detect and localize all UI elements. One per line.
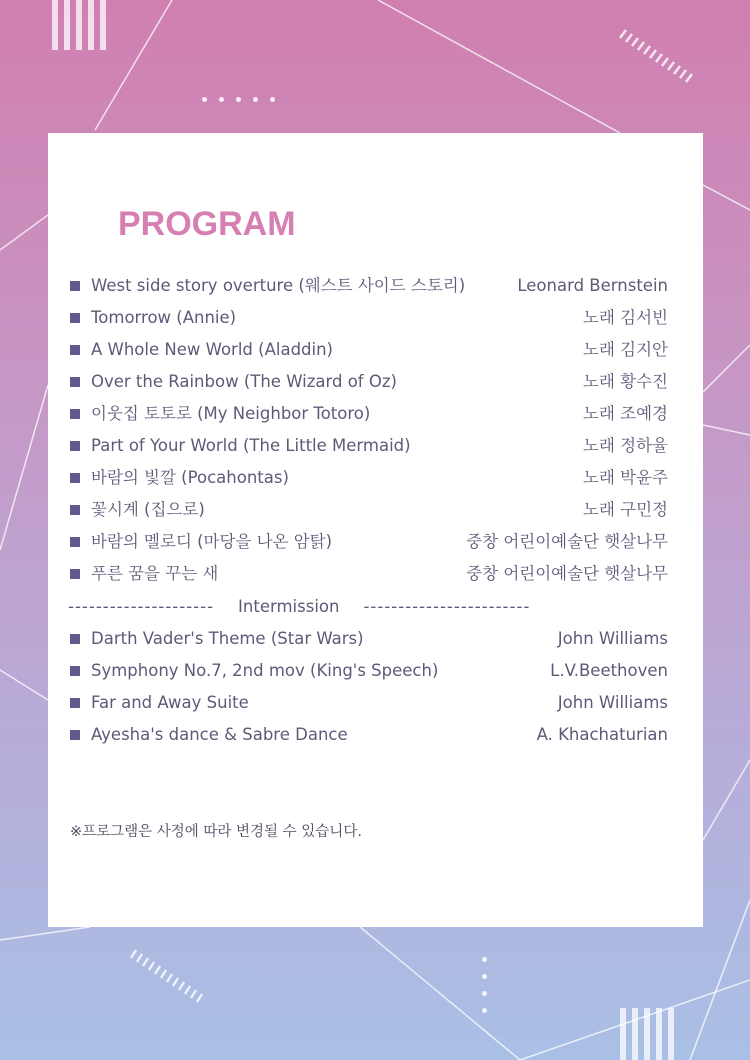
piece-title: Darth Vader's Theme (Star Wars) — [91, 629, 364, 648]
performer: Leonard Bernstein — [517, 276, 668, 295]
performer: 중창 어린이예술단 햇살나무 — [466, 564, 668, 583]
piece-title: Ayesha's dance & Sabre Dance — [91, 725, 348, 744]
program-item — [70, 306, 668, 330]
bullet-square-icon — [70, 377, 80, 387]
program-card — [48, 133, 703, 927]
performer: 중창 어린이예술단 햇살나무 — [466, 532, 668, 551]
bullet-square-icon — [70, 569, 80, 579]
top-left-bars-decoration — [52, 0, 106, 50]
program-item — [70, 370, 668, 394]
bottom-dots-decoration — [482, 957, 487, 1013]
piece-title: 바람의 멜로디 (마당을 나온 암탉) — [91, 532, 333, 551]
page-title: PROGRAM — [118, 205, 296, 243]
performer: 노래 조예경 — [583, 404, 668, 423]
piece-title: Over the Rainbow (The Wizard of Oz) — [91, 372, 397, 391]
performer: 노래 김지안 — [583, 340, 668, 359]
bullet-square-icon — [70, 473, 80, 483]
performer: 노래 김서빈 — [583, 308, 668, 327]
performer: 노래 정하율 — [583, 436, 668, 455]
divider-dashes-left: --------------------- — [68, 597, 215, 616]
program-item — [70, 691, 668, 715]
piece-title: 이웃집 토토로 (My Neighbor Totoro) — [91, 404, 371, 423]
divider-dashes-right: ------------------------ — [363, 597, 531, 616]
bottom-right-bars-decoration — [620, 1008, 674, 1060]
bullet-square-icon — [70, 281, 80, 291]
intermission-label: Intermission — [238, 597, 340, 616]
program-item — [70, 466, 668, 490]
bullet-square-icon — [70, 409, 80, 419]
program-item — [70, 338, 668, 362]
program-item — [70, 723, 668, 747]
piece-title: 바람의 빛깔 (Pocahontas) — [91, 468, 289, 487]
bullet-square-icon — [70, 313, 80, 323]
program-item — [70, 274, 668, 298]
piece-title: Tomorrow (Annie) — [91, 308, 237, 327]
bullet-square-icon — [70, 634, 80, 644]
program-item — [70, 659, 668, 683]
bullet-square-icon — [70, 441, 80, 451]
bullet-square-icon — [70, 666, 80, 676]
performer: John Williams — [557, 693, 668, 712]
piece-title: A Whole New World (Aladdin) — [91, 340, 333, 359]
intermission-divider — [68, 595, 668, 619]
performer: A. Khachaturian — [536, 725, 668, 744]
performer: L.V.Beethoven — [550, 661, 668, 680]
bullet-square-icon — [70, 345, 80, 355]
piece-title: 푸른 꿈을 꾸는 새 — [91, 564, 219, 583]
performer: John Williams — [557, 629, 668, 648]
piece-title: Symphony No.7, 2nd mov (King's Speech) — [91, 661, 439, 680]
top-dots-decoration — [202, 97, 275, 102]
piece-title: 꽃시계 (집으로) — [91, 500, 205, 519]
program-item — [70, 530, 668, 554]
bullet-square-icon — [70, 505, 80, 515]
notice-text: ※프로그램은 사정에 따라 변경될 수 있습니다. — [70, 824, 362, 840]
program-item — [70, 498, 668, 522]
bullet-square-icon — [70, 537, 80, 547]
bullet-square-icon — [70, 730, 80, 740]
performer: 노래 황수진 — [583, 372, 668, 391]
program-item — [70, 562, 668, 586]
program-item — [70, 434, 668, 458]
piece-title: Part of Your World (The Little Mermaid) — [91, 436, 411, 455]
bullet-square-icon — [70, 698, 80, 708]
program-item — [70, 402, 668, 426]
piece-title: Far and Away Suite — [91, 693, 249, 712]
performer: 노래 박윤주 — [583, 468, 668, 487]
piece-title: West side story overture (웨스트 사이드 스토리) — [91, 276, 466, 295]
performer: 노래 구민정 — [583, 500, 668, 519]
program-item — [70, 627, 668, 651]
